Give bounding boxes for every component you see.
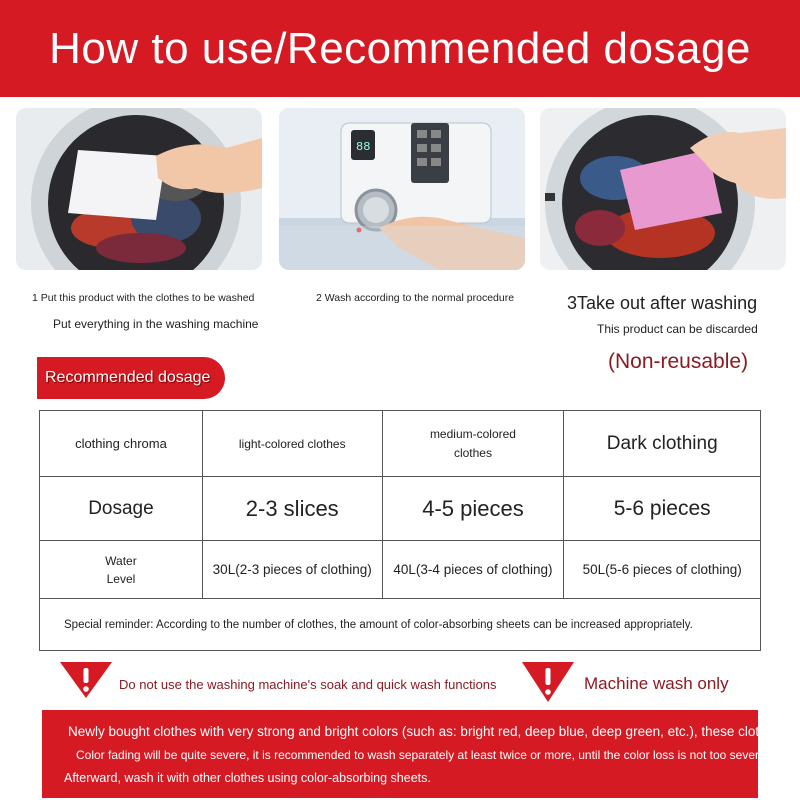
step1-caption: 1 Put this product with the clothes to be washed (32, 292, 255, 304)
table-cell: 40L(3-4 pieces of clothing) (382, 541, 564, 599)
table-cell: light-colored clothes (202, 411, 382, 477)
step3-caption: 3Take out after washing (567, 293, 758, 313)
svg-text:88: 88 (356, 140, 371, 154)
page-header (0, 0, 800, 97)
table-row (40, 411, 761, 477)
banner-line-2: Color fading will be quite severe, it is recommended to wash separately at least twice or more, until the color loss is not too severe. (76, 748, 769, 762)
table-cell: medium-colored clothes (382, 411, 564, 477)
dosage-table (39, 410, 761, 651)
notice-banner (42, 710, 781, 798)
banner-line-3: Afterward, wash it with other clothes using color-absorbing sheets. (64, 771, 431, 785)
step2-caption: 2 Wash according to the normal procedure (316, 292, 515, 304)
table-row (40, 599, 761, 651)
table-row (40, 541, 761, 599)
warning-icon (522, 662, 574, 707)
warning-icon (60, 662, 112, 703)
step1-photo (16, 108, 262, 270)
table-cell: Dark clothing (564, 411, 761, 477)
non-reusable-note: (Non-reusable) (608, 350, 749, 373)
step1-sub: Put everything in the washing machine (53, 317, 259, 331)
table-cell: clothing chroma (40, 411, 203, 477)
special-reminder: Special reminder: According to the number of clothes, the amount of color-absorbing sheets can be increased appropriately. (40, 599, 761, 651)
warning-machine-wash-text: Machine wash only (584, 674, 729, 693)
recommended-dosage-label: Recommended dosage (37, 357, 225, 399)
table-cell: 5-6 pieces (564, 477, 761, 541)
table-cell: Water Level (40, 541, 203, 599)
page-title: How to use/Recommended dosage (49, 24, 751, 73)
table-cell: Dosage (40, 477, 203, 541)
table-cell: 30L(2-3 pieces of clothing) (202, 541, 382, 599)
warning-soak-text: Do not use the washing machine's soak and quick wash functions (119, 677, 497, 692)
step2-photo (279, 108, 525, 270)
step3-photo (540, 108, 786, 270)
step3-sub: This product can be discarded (597, 322, 758, 336)
table-cell: 2-3 slices (202, 477, 382, 541)
table-cell: 4-5 pieces (382, 477, 564, 541)
table-cell: 50L(5-6 pieces of clothing) (564, 541, 761, 599)
banner-line-1: Newly bought clothes with very strong and bright colors (such as: bright red, deep blue, deep green, etc.), these clothes (68, 724, 781, 739)
table-row (40, 477, 761, 541)
